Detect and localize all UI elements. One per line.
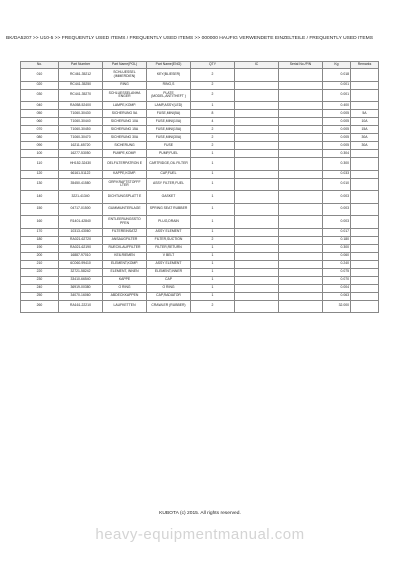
cell-ic [235,126,279,134]
cell-ic [235,244,279,252]
cell-part-number: 3221-41340 [59,191,103,204]
cell-no: 060 [21,118,59,126]
cell-serial [279,110,323,118]
cell-no: 260 [21,300,59,313]
cell-part-name-eng: V BELT [147,252,191,260]
cell-no: 090 [21,142,59,150]
cell-ic [235,134,279,142]
cell-qty: 1 [191,191,235,204]
cell-no: 010 [21,69,59,82]
cell-kg: 0.033 [323,170,351,178]
cell-serial [279,244,323,252]
cell-remarks [351,284,379,292]
cell-remarks [351,276,379,284]
cell-kg: 0.010 [323,178,351,191]
cell-remarks [351,89,379,102]
table-row [21,216,379,229]
cell-serial [279,118,323,126]
cell-serial [279,158,323,171]
cell-qty: 1 [191,170,235,178]
cell-part-number: HH152-32430 [59,158,103,171]
cell-remarks [351,191,379,204]
cell-part-number: RC461-35212 [59,69,103,82]
cell-no: 020 [21,81,59,89]
copyright-footer: KUBOTA (c) 2015. All rights reserved. [159,511,241,516]
cell-part-number: 6C060-99410 [59,260,103,268]
cell-qty: 1 [191,178,235,191]
cell-part-name-eng: ASSY FILTER,FUEL [147,178,191,191]
cell-part-name-eng: RING,S [147,81,191,89]
cell-qty: 2 [191,126,235,134]
col-header-no: No. [21,62,59,69]
cell-remarks [351,102,379,110]
cell-kg: 0.003 [323,216,351,229]
cell-serial [279,170,323,178]
cell-ic [235,300,279,313]
col-header-qty: QTY [191,62,235,69]
cell-ic [235,142,279,150]
cell-qty: 2 [191,300,235,313]
cell-part-name-eng: GASKET [147,191,191,204]
cell-part-number: 36919-00380 [59,284,103,292]
cell-serial [279,89,323,102]
table-row [21,252,379,260]
cell-ic [235,284,279,292]
cell-no: 040 [21,102,59,110]
cell-part-name-eng: PUMP,FUEL [147,150,191,158]
page-header: BK/DA5207 >> U10-5 >> FREQUENTLY USED ITEMS / FREQUENTLY USED ITEMS >> 000000 HÄUFIG VERWENDETE EINZELTEILE / FREQUENTLY USED ITEMS [6,36,373,41]
cell-part-name-eng: CAP,FUEL [147,170,191,178]
cell-serial [279,81,323,89]
cell-part-name-eng: FILTER,RETURN [147,244,191,252]
cell-part-number: 32721-58242 [59,268,103,276]
cell-kg: 0.005 [323,126,351,134]
cell-kg: 0.304 [323,150,351,158]
cell-ic [235,178,279,191]
cell-qty: 1 [191,260,235,268]
cell-qty: 2 [191,134,235,142]
cell-part-name-pol: SICHERUNG [103,142,147,150]
cell-ic [235,268,279,276]
cell-serial [279,260,323,268]
cell-part-number: RA161-22210 [59,300,103,313]
table-row [21,236,379,244]
cell-no: 050 [21,110,59,118]
cell-kg: 0.070 [323,276,351,284]
cell-part-name-pol: KAPPE [103,276,147,284]
cell-remarks [351,170,379,178]
table-row [21,228,379,236]
cell-ic [235,216,279,229]
table-header-row [21,62,379,69]
cell-part-name-pol: SICHERUNG 5A [103,110,147,118]
cell-part-name-eng: CAP [147,276,191,284]
cell-part-name-pol: KEILRIEMEN [103,252,147,260]
cell-no: 100 [21,150,59,158]
cell-ic [235,150,279,158]
cell-serial [279,102,323,110]
cell-part-name-eng: PLATE (MODEL,ANTITHEFT ) [147,89,191,102]
cell-kg: 0.063 [323,292,351,300]
table-row [21,118,379,126]
col-header-part-name-eng: Part Name(ENG) [147,62,191,69]
cell-qty: 2 [191,236,235,244]
cell-part-name-pol: ENTLEERUNGSSTO PFEN [103,216,147,229]
cell-remarks [351,69,379,82]
cell-remarks [351,178,379,191]
cell-no: 170 [21,228,59,236]
cell-kg: 0.004 [323,284,351,292]
cell-kg: 0.005 [323,142,351,150]
cell-qty: 1 [191,203,235,216]
cell-remarks [351,228,379,236]
cell-part-name-pol: RING [103,81,147,89]
cell-qty: 2 [191,142,235,150]
cell-part-name-eng: ASSY ELEMENT [147,260,191,268]
cell-part-number: RC441-35250 [59,81,103,89]
cell-remarks: 5A [351,110,379,118]
table-row [21,284,379,292]
cell-part-name-pol: FILTEREINSATZ [103,228,147,236]
cell-part-number: RA058-52400 [59,102,103,110]
cell-kg: 32.000 [323,300,351,313]
cell-part-name-pol: SCHLUESSELANHA ENGER [103,89,147,102]
cell-serial [279,134,323,142]
cell-serial [279,126,323,134]
cell-ic [235,158,279,171]
table-row [21,170,379,178]
cell-ic [235,170,279,178]
cell-part-name-pol: SCHLUESSEL (IMMERDIEN) [103,69,147,82]
cell-part-number: 04717-01500 [59,203,103,216]
cell-qty: 1 [191,158,235,171]
col-header-part-name-pol: Part Name(POL) [103,62,147,69]
cell-remarks [351,236,379,244]
cell-serial [279,216,323,229]
cell-serial [279,276,323,284]
col-header-ic: IC [235,62,279,69]
cell-no: 210 [21,260,59,268]
cell-no: 230 [21,276,59,284]
cell-kg: 0.005 [323,118,351,126]
cell-no: 220 [21,268,59,276]
cell-part-number: T1060-30440 [59,118,103,126]
parts-table-body [21,69,379,313]
cell-no: 240 [21,284,59,292]
cell-serial [279,228,323,236]
cell-part-name-pol: ABDECKKAPPEN [103,292,147,300]
cell-kg: 0.017 [323,228,351,236]
cell-remarks: 10A [351,118,379,126]
cell-part-name-eng: KEY(BLIESER) [147,69,191,82]
cell-part-name-eng: O RING [147,284,191,292]
cell-ic [235,252,279,260]
cell-remarks [351,203,379,216]
table-row [21,102,379,110]
cell-qty: 1 [191,252,235,260]
cell-part-name-eng: CAP,RADIATOR [147,292,191,300]
cell-no: 080 [21,134,59,142]
cell-part-name-eng: FILTER,SUCTION [147,236,191,244]
cell-remarks [351,81,379,89]
cell-no: 180 [21,236,59,244]
cell-part-name-pol: SICHERUNG 10A [103,118,147,126]
cell-serial [279,252,323,260]
cell-remarks [351,216,379,229]
cell-qty: 1 [191,276,235,284]
cell-remarks [351,158,379,171]
cell-part-number: 35450-41580 [59,178,103,191]
cell-remarks [351,260,379,268]
table-row [21,300,379,313]
cell-part-name-eng: SPRING SEAT RUBBER [147,203,191,216]
cell-part-number: T1060-30450 [59,126,103,134]
cell-remarks [351,292,379,300]
cell-kg: 0.003 [323,191,351,204]
cell-kg: 0.400 [323,102,351,110]
cell-ic [235,118,279,126]
table-row [21,81,379,89]
cell-qty: 8 [191,110,235,118]
cell-part-number: 34070-16060 [59,292,103,300]
cell-kg: 0.001 [323,81,351,89]
cell-part-name-pol: ANSAUGFILTER [103,236,147,244]
cell-qty: 1 [191,268,235,276]
cell-qty: 1 [191,284,235,292]
cell-qty: 1 [191,150,235,158]
col-header-kg: Kg [323,62,351,69]
cell-part-name-pol: GUMMIUNTERLAGE [103,203,147,216]
cell-remarks [351,252,379,260]
cell-part-number: 16277-53050 [59,150,103,158]
cell-qty: 1 [191,244,235,252]
cell-no: 140 [21,191,59,204]
cell-remarks: 30A [351,134,379,142]
cell-part-number: 16211-65720 [59,142,103,150]
cell-remarks: 30A [351,142,379,150]
parts-table [20,61,379,313]
cell-kg: 0.005 [323,134,351,142]
col-header-part-number: Part Number [59,62,103,69]
cell-serial [279,150,323,158]
cell-qty: 1 [191,102,235,110]
cell-part-name-eng: FUSE,MINI(10A) [147,118,191,126]
cell-ic [235,292,279,300]
cell-part-name-pol: O RING [103,284,147,292]
cell-part-number: T1060-30470 [59,134,103,142]
cell-serial [279,236,323,244]
cell-ic [235,191,279,204]
cell-remarks [351,244,379,252]
cell-ic [235,276,279,284]
cell-part-number: 10313-43060 [59,228,103,236]
cell-part-name-eng: PLUG,DRAIN [147,216,191,229]
cell-kg: 0.018 [323,69,351,82]
cell-serial [279,292,323,300]
cell-kg: 0.180 [323,236,351,244]
cell-part-name-pol: ELEMENT, INNEN [103,268,147,276]
cell-no: 110 [21,158,59,171]
cell-kg: 0.075 [323,268,351,276]
cell-part-name-eng: FUSE [147,142,191,150]
cell-part-name-eng: FUSE,MINI(5A) [147,110,191,118]
cell-part-name-pol: SICHERUNG 30A [103,134,147,142]
cell-ic [235,69,279,82]
cell-no: 130 [21,178,59,191]
cell-part-name-pol: RUECKLAUFFILTER [103,244,147,252]
cell-ic [235,203,279,216]
cell-qty: 1 [191,216,235,229]
cell-part-number: 33410-66540 [59,276,103,284]
cell-part-name-pol: DICHTUNGSPLATT E [103,191,147,204]
cell-kg: 0.240 [323,260,351,268]
cell-serial [279,142,323,150]
cell-part-name-eng: LAMP,ASSY(LED) [147,102,191,110]
cell-part-name-eng: ASSY ELEMENT [147,228,191,236]
cell-serial [279,69,323,82]
cell-no: 030 [21,89,59,102]
cell-part-name-pol: PUMPE,KOMP. [103,150,147,158]
table-row [21,260,379,268]
cell-qty: 2 [191,81,235,89]
watermark: heavy-equipmentmanual.com [95,526,305,543]
cell-qty: 4 [191,118,235,126]
table-row [21,292,379,300]
cell-part-name-pol: GRP.KRAFTSTOFFF LTER [103,178,147,191]
cell-qty: 2 [191,89,235,102]
cell-part-name-pol: LAMPE,KOMP. [103,102,147,110]
cell-part-name-eng: ELEMENT,INNER [147,268,191,276]
cell-no: 120 [21,170,59,178]
cell-ic [235,110,279,118]
cell-ic [235,89,279,102]
table-row [21,134,379,142]
table-row [21,276,379,284]
cell-serial [279,300,323,313]
cell-part-number: T1060-30430 [59,110,103,118]
cell-serial [279,284,323,292]
table-row [21,178,379,191]
cell-kg: 0.003 [323,203,351,216]
table-row [21,203,379,216]
cell-ic [235,228,279,236]
cell-kg: 0.005 [323,110,351,118]
cell-part-name-eng: FUSE,MINI(30A) [147,134,191,142]
cell-part-number: 66161-51122 [59,170,103,178]
cell-qty: 2 [191,69,235,82]
cell-remarks [351,300,379,313]
table-row [21,244,379,252]
cell-ic [235,236,279,244]
table-row [21,268,379,276]
cell-part-name-eng: CRAWLER (RUBBER) [147,300,191,313]
cell-kg: 0.300 [323,158,351,171]
cell-part-number: RC441-35270 [59,89,103,102]
cell-remarks [351,150,379,158]
cell-serial [279,191,323,204]
cell-qty: 1 [191,292,235,300]
cell-part-name-pol: OELFILTERPATRON E [103,158,147,171]
cell-kg: 0.300 [323,244,351,252]
cell-qty: 1 [191,228,235,236]
table-row [21,150,379,158]
table-row [21,126,379,134]
cell-part-number: RA021-62720 [59,236,103,244]
cell-part-name-eng: FUSE,MINI(15A) [147,126,191,134]
cell-ic [235,81,279,89]
cell-ic [235,260,279,268]
cell-part-name-pol: ELEMENT,KOMP. [103,260,147,268]
cell-no: 160 [21,216,59,229]
cell-part-name-eng: CARTRIDGE,OIL FILTER [147,158,191,171]
cell-no: 200 [21,252,59,260]
cell-kg: 0.001 [323,89,351,102]
cell-part-number: R1401-42840 [59,216,103,229]
cell-part-number: 16887-97010 [59,252,103,260]
cell-kg: 0.060 [323,252,351,260]
table-row [21,69,379,82]
col-header-remarks: Remarks [351,62,379,69]
cell-serial [279,178,323,191]
cell-serial [279,268,323,276]
cell-part-number: RA021-62190 [59,244,103,252]
table-row [21,142,379,150]
cell-part-name-pol: SICHERUNG 15A [103,126,147,134]
cell-remarks: 15A [351,126,379,134]
table-row [21,191,379,204]
cell-ic [235,102,279,110]
cell-no: 190 [21,244,59,252]
cell-part-name-pol: KAPPE,KOMP. [103,170,147,178]
cell-no: 150 [21,203,59,216]
col-header-serial: Serial No./P/N [279,62,323,69]
table-row [21,158,379,171]
table-row [21,110,379,118]
cell-no: 070 [21,126,59,134]
cell-part-name-pol: LAUFKETTEN [103,300,147,313]
cell-remarks [351,268,379,276]
table-row [21,89,379,102]
cell-no: 250 [21,292,59,300]
cell-serial [279,203,323,216]
